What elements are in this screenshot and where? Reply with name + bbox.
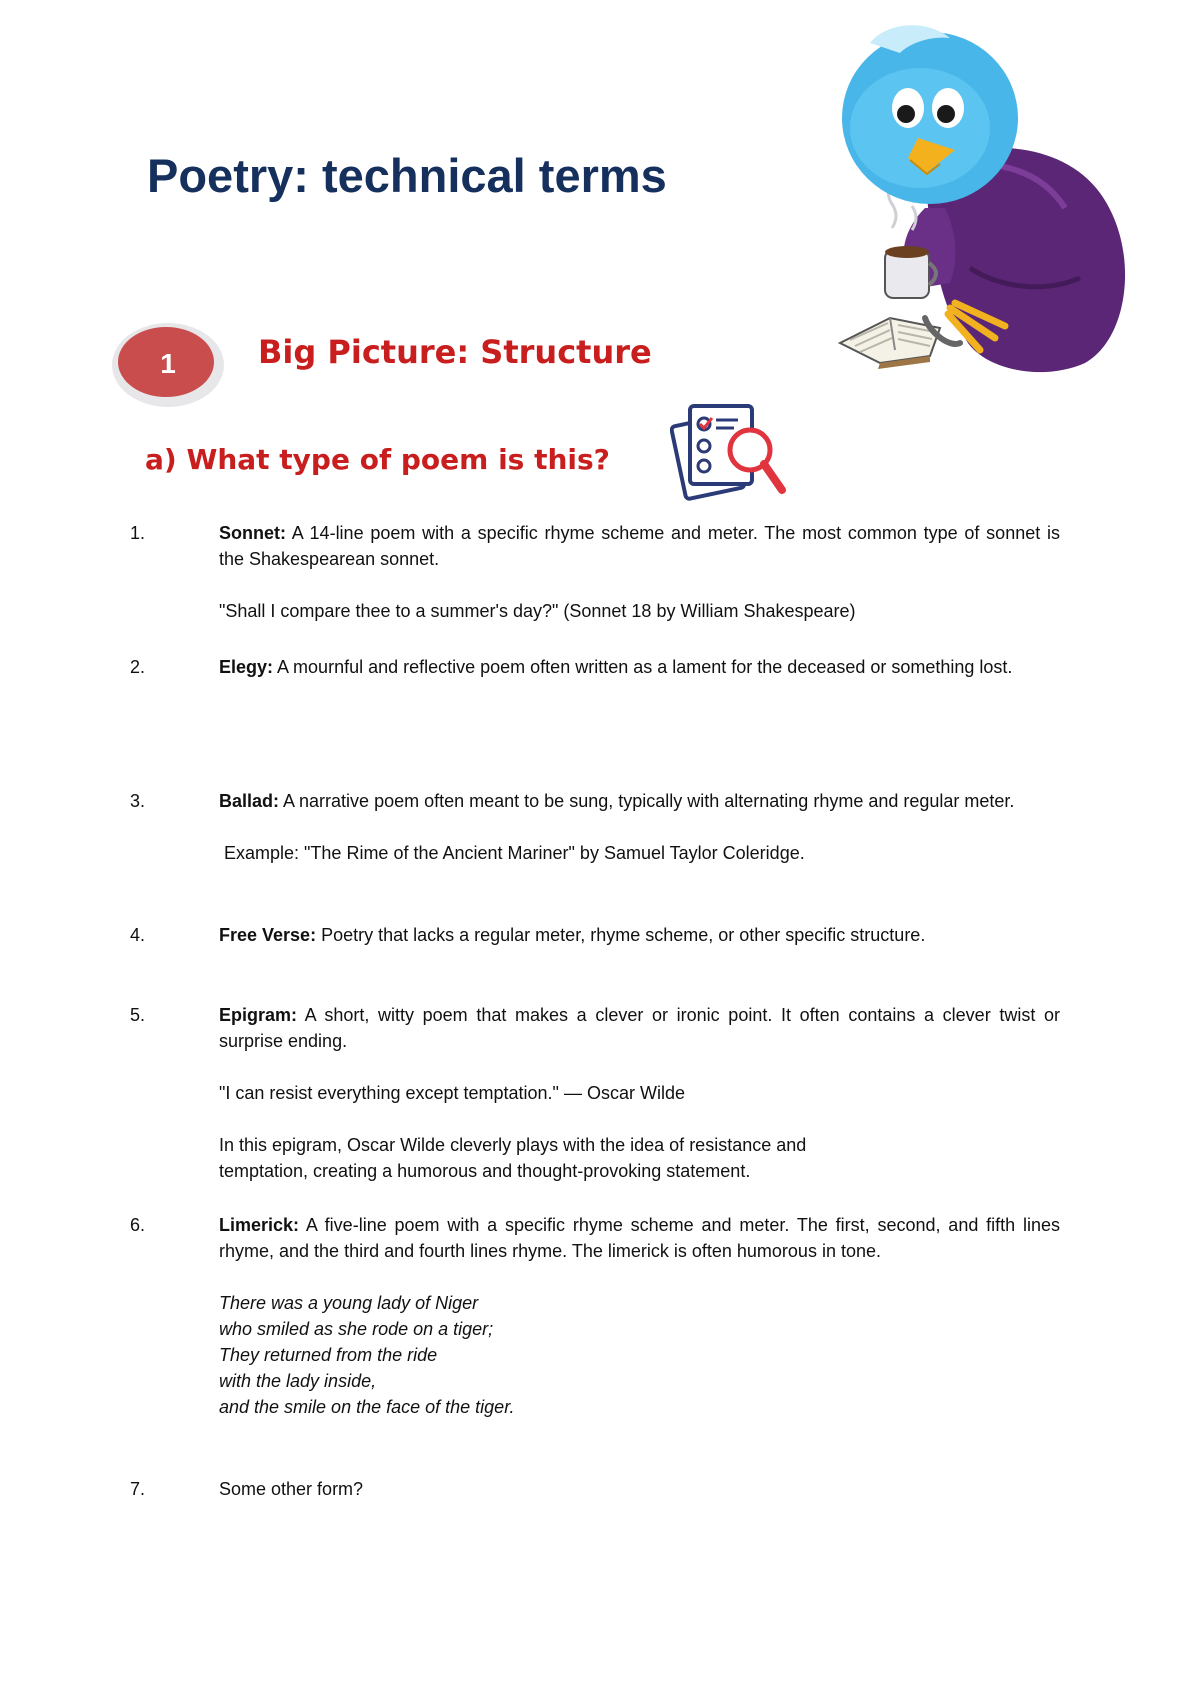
item-term: Free Verse:	[219, 925, 317, 945]
item-number: 3.	[130, 791, 146, 811]
item-number: 7.	[130, 1479, 146, 1499]
item-term: Sonnet:	[219, 523, 286, 543]
item-number: 4.	[130, 925, 146, 945]
item-text: Some other form?	[219, 1479, 364, 1499]
item-definition: Sonnet: A 14-line poem with a specific rhyme scheme and meter. The most common type of sonnet is the Shakespearean sonnet.	[219, 523, 1060, 569]
page-title: Poetry: technical terms	[147, 149, 667, 202]
item-term: Limerick:	[219, 1215, 300, 1235]
item-definition: Free Verse: Poetry that lacks a regular meter, rhyme scheme, or other specific structure.	[219, 925, 926, 945]
item-number: 5.	[130, 1005, 146, 1025]
item-number: 2.	[130, 657, 146, 677]
item-term: Epigram:	[219, 1005, 298, 1025]
section-title: Big Picture: Structure	[258, 333, 652, 371]
item-definition: Ballad: A narrative poem often meant to be sung, typically with alternating rhyme and regular meter.	[219, 791, 1015, 811]
item-definition: Limerick: A five-line poem with a specific rhyme scheme and meter. The first, second, and fifth lines rhyme, and the third and fourth lines rhyme. The limerick is often humorous in tone.	[219, 1215, 1060, 1261]
item-example: "I can resist everything except temptation." — Oscar Wilde	[219, 1083, 685, 1103]
item-note: In this epigram, Oscar Wilde cleverly plays with the idea of resistance and temptation, creating a humorous and thought-provoking statement.	[219, 1135, 807, 1181]
item-example: Example: "The Rime of the Ancient Mariner" by Samuel Taylor Coleridge.	[219, 843, 805, 863]
item-definition: Epigram: A short, witty poem that makes a clever or ironic point. It often contains a clever twist or surprise ending.	[219, 1005, 1060, 1051]
item-term: Ballad:	[219, 791, 280, 811]
item-definition: Elegy: A mournful and reflective poem often written as a lament for the deceased or something lost.	[219, 657, 1013, 677]
section-number: 1	[160, 348, 176, 379]
item-term: Elegy:	[219, 657, 274, 677]
checklist-magnifier-icon	[670, 398, 800, 508]
item-example: "Shall I compare thee to a summer's day?" (Sonnet 18 by William Shakespeare)	[219, 601, 856, 621]
bird-reading-icon	[830, 18, 1150, 378]
section-number-badge	[110, 318, 226, 408]
limerick-poem: There was a young lady of Niger who smiled as she rode on a tiger; They returned from the ride with the lady inside, and the smile on the face of the tiger.	[219, 1293, 515, 1417]
subsection-title: a) What type of poem is this?	[145, 443, 610, 476]
item-number: 6.	[130, 1215, 146, 1235]
item-number: 1.	[130, 523, 146, 543]
